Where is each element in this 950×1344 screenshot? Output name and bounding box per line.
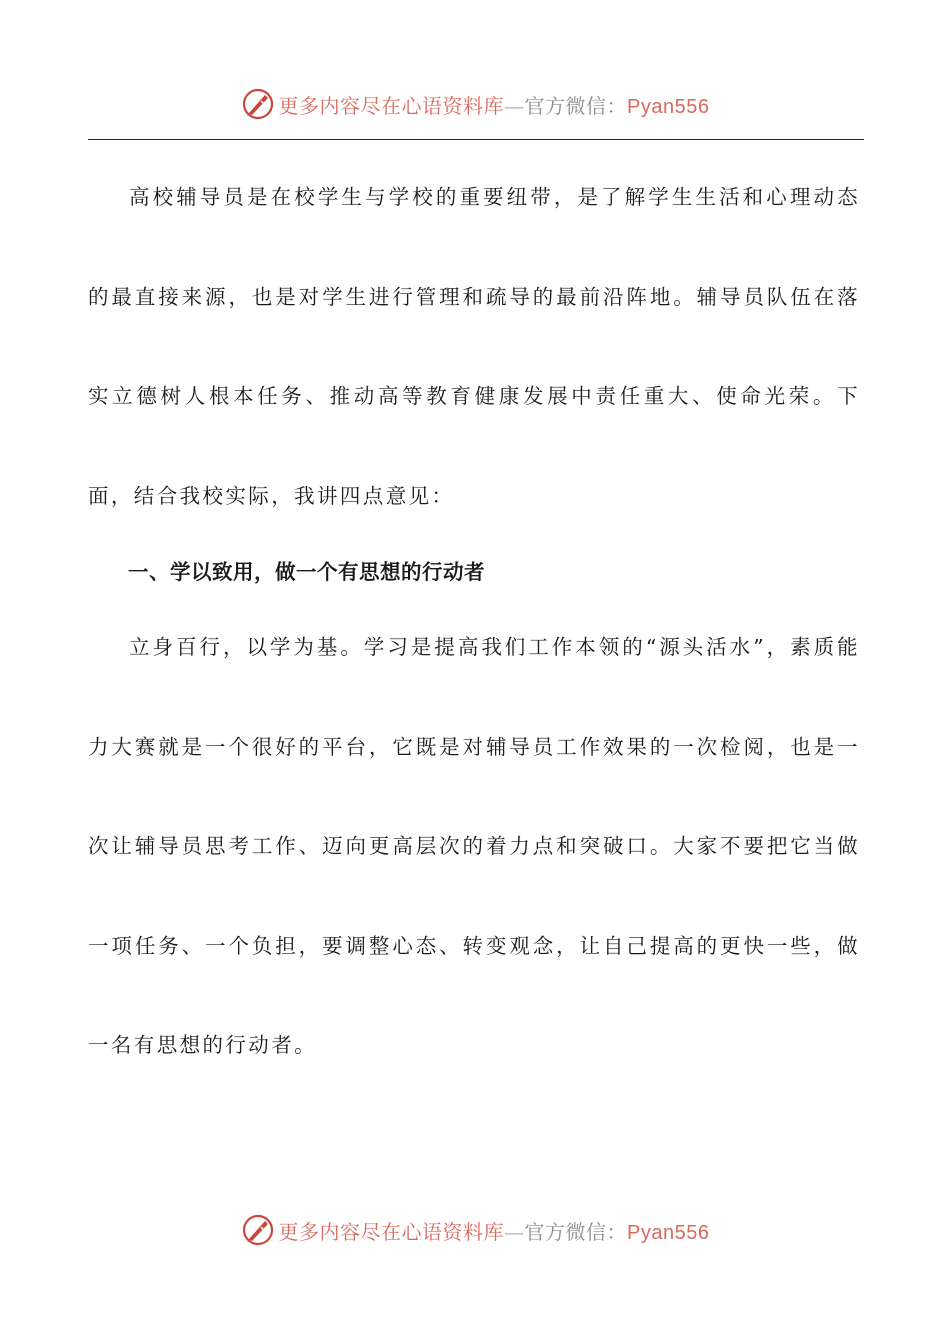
footer-banner	[0, 1210, 950, 1250]
footer-dash: —	[504, 1219, 525, 1244]
header-banner	[0, 84, 950, 124]
header-brand-text: 更多内容尽在心语资料库	[278, 93, 505, 118]
header-wechat-id: Pyan556	[627, 95, 710, 118]
header-dash: —	[504, 93, 525, 118]
footer-wechat-id: Pyan556	[627, 1221, 710, 1244]
paragraph-section-1: 立身百行，以学为基。学习是提高我们工作本领的“源头活水”，素质能力大赛就是一个很好的平台，它既是对辅导员工作效果的一次检阅，也是一次让辅导员思考工作、迈向更高层次的着力点和突破口。大家不要把它当做一项任务、一个负担，要调整心态、转变观念，让自己提高的更快一些，做一名有思想的行动者。	[88, 635, 860, 1057]
header-wechat-label: 官方微信：	[524, 93, 628, 118]
footer-brand-text: 更多内容尽在心语资料库	[278, 1219, 505, 1244]
document-body	[88, 148, 860, 1096]
section-heading-1: 一、学以致用，做一个有思想的行动者	[128, 560, 485, 584]
quill-pen-logo-icon	[241, 1213, 275, 1247]
quill-pen-logo-icon	[241, 87, 275, 121]
header-text	[279, 90, 710, 119]
footer-text	[279, 1216, 710, 1245]
paragraph-intro: 高校辅导员是在校学生与学校的重要纽带，是了解学生生活和心理动态的最直接来源，也是对学生进行管理和疏导的最前沿阵地。辅导员队伍在落实立德树人根本任务、推动高等教育健康发展中责任重大、使命光荣。下面，结合我校实际，我讲四点意见：	[88, 185, 860, 508]
header-divider	[88, 139, 864, 140]
footer-wechat-label: 官方微信：	[524, 1219, 628, 1244]
